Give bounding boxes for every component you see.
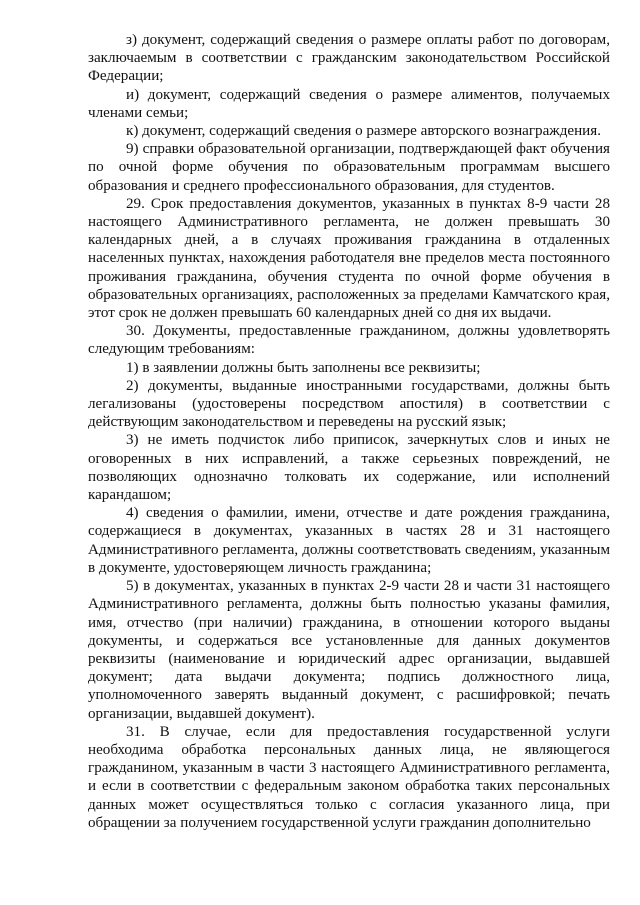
requirement-2-legalization: 2) документы, выданные иностранными государствами, должны быть легализованы (удостоверены посредством апостиля) в соответствии с действующим законодательством и переведены на русский язык; <box>88 377 610 431</box>
paragraph-z-payment-contracts: з) документ, содержащий сведения о размере оплаты работ по договорам, заключаемым в соответствии с гражданским законодательством Российской Федерации; <box>88 32 610 85</box>
paragraph-k-author-fee: к) документ, содержащий сведения о размере авторского вознаграждения. <box>126 123 601 140</box>
requirement-5-full-details: 5) в документах, указанных в пунктах 2-9 части 28 и части 31 настоящего Административного регламента, должны быть полностью указаны фамилия, имя, отчество (при наличии) гражданина, в отношении которого выданы документы, и содержаться все установленные для данных документов реквизиты (наименование и юридический адрес организации, выдавшей документ; дата выдачи документа; подпись должностного лица, уполномоченного заверять выданный документ, с расшифровкой; печать организации, выдавшей документ). <box>88 578 610 722</box>
requirement-4-identity-match: 4) сведения о фамилии, имени, отчестве и дате рождения гражданина, содержащиеся в документах, указанных в частях 28 и 31 настоящего Административного регламента, должны соответствовать сведениям, указанным в документе, удостоверяющем личность гражданина; <box>88 505 610 576</box>
paragraph-29-submission-term: 29. Срок предоставления документов, указанных в пунктах 8-9 части 28 настоящего Административного регламента, не должен превышать 30 календарных дней, а в случаях проживания гражданина в отдаленных населенных пунктах, нахождения работодателя вне пределов места постоянного проживания гражданина, обучения студента по очной форме обучения в образовательных организациях, расположенных за пределами Камчатского края, этот срок не должен превышать 60 календарных дней со дня их выдачи. <box>88 195 610 322</box>
paragraph-i-alimony: и) документ, содержащий сведения о размере алиментов, получаемых членами семьи; <box>88 86 610 121</box>
paragraph-31-personal-data: 31. В случае, если для предоставления государственной услуги необходима обработка персональных данных лица, не являющегося гражданином, указанным в части 3 настоящего Административного регламента, и если в соответствии с федеральным законом обработка таких персональных данных может осуществляться только с согласия указанного лица, при обращении за получением государственной услуги гражданин дополнительно <box>88 723 610 831</box>
document-page <box>88 0 610 832</box>
requirement-1-requisites: 1) в заявлении должны быть заполнены все реквизиты; <box>126 359 481 376</box>
paragraph-9-student-certificate: 9) справки образовательной организации, подтверждающей факт обучения по очной форме обучения по образовательным программам высшего образования и среднего профессионального образования, для студентов. <box>88 141 610 194</box>
paragraph-30-requirements: 30. Документы, предоставленные гражданином, должны удовлетворять следующим требованиям: <box>88 323 610 358</box>
requirement-3-no-corrections: 3) не иметь подчисток либо приписок, зачеркнутых слов и иных не оговоренных в них исправлений, а также серьезных повреждений, не позволяющих однозначно толковать их содержание, или исполнений карандашом; <box>88 432 610 504</box>
